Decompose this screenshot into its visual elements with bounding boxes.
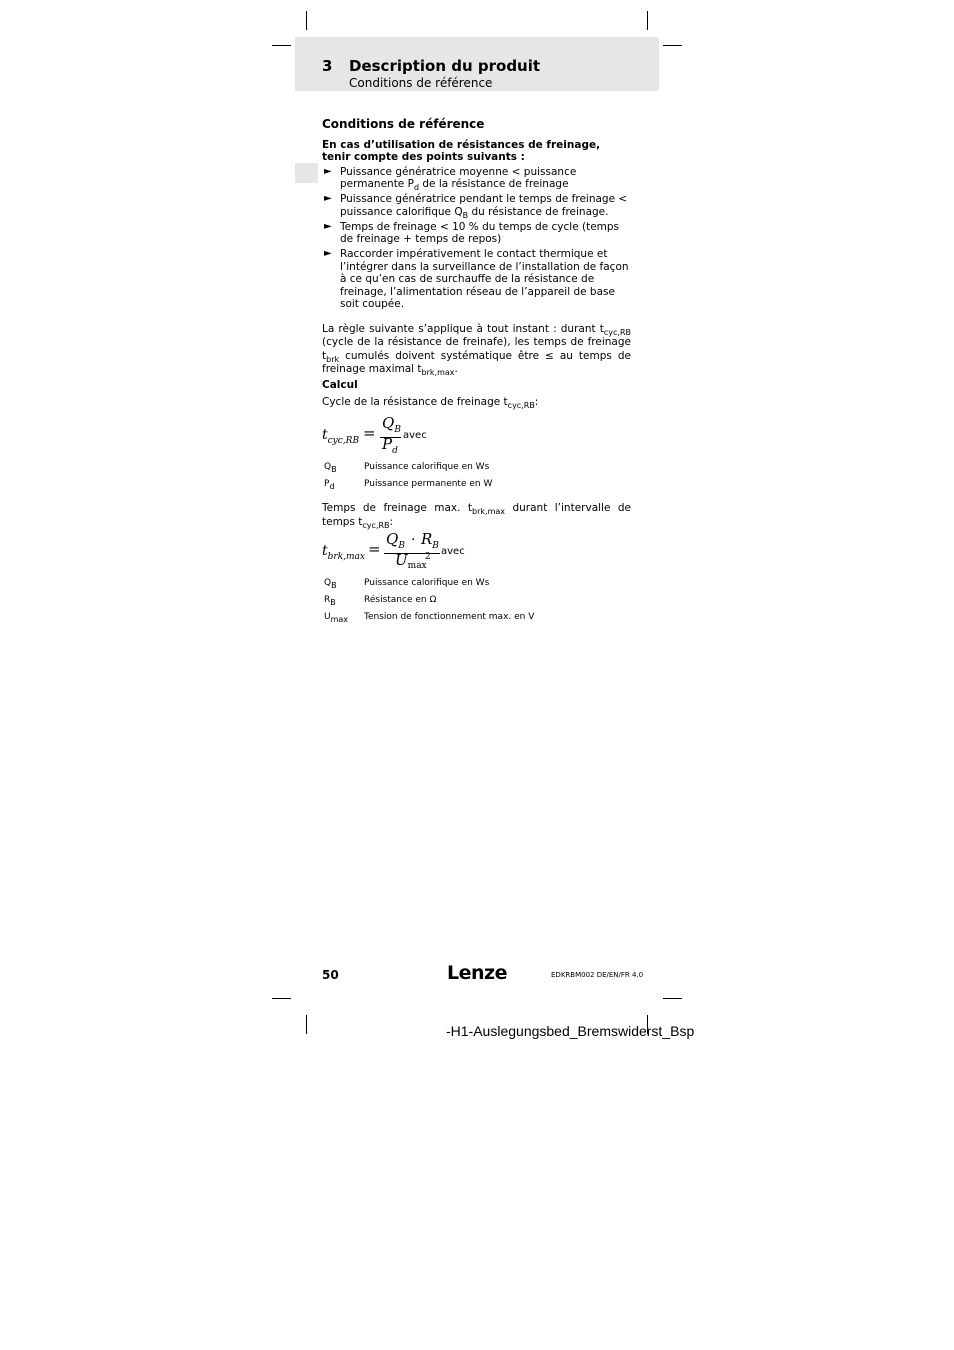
lenze-logo: Lenze bbox=[447, 962, 507, 984]
crop-mark bbox=[663, 45, 682, 46]
bullet-arrow-icon: ► bbox=[324, 165, 332, 177]
list-item: ► Puissance génératrice moyenne < puissance permanente $P_d$ de la résistance de freinage bbox=[324, 165, 577, 193]
list-item: ► Puissance génératrice pendant le temps de freinage < puissance calorifique $Q_B$ du résistance de freinage. bbox=[324, 193, 628, 220]
page-number: 50 bbox=[322, 968, 339, 982]
legend-row: $Q_B$ Puissance calorifique en Ws bbox=[324, 577, 490, 590]
page-content bbox=[322, 118, 631, 628]
section-title: Conditions de référence bbox=[322, 117, 485, 131]
document-reference: EDKRBM002 DE/EN/FR 4.0 bbox=[551, 971, 644, 979]
bullet-list bbox=[322, 166, 631, 311]
side-tab-marker bbox=[295, 163, 318, 183]
crop-mark bbox=[647, 11, 648, 30]
bullet-arrow-icon: ► bbox=[324, 193, 332, 204]
crop-mark bbox=[306, 11, 307, 30]
legend-row: $U_{max}$ Tension de fonctionnement max. en V bbox=[324, 611, 535, 624]
calc-heading: Calcul bbox=[322, 378, 358, 391]
formula-brake-max: $t_{brk,max}$ = $Q_B$ · $R_B$ $U_{max}$ 2 avec bbox=[322, 529, 465, 571]
formula-cycle: $t_{cyc,RB}$ = $Q_B$ $P_d$ avec bbox=[322, 413, 427, 456]
crop-mark bbox=[306, 1015, 307, 1034]
legend-row: $R_B$ Résistance en Ω bbox=[324, 594, 437, 607]
chapter-title: Description du produit bbox=[349, 57, 541, 75]
bullet-arrow-icon: ► bbox=[324, 248, 332, 259]
chapter-number: 3 bbox=[322, 57, 333, 75]
chapter-subtitle: Conditions de référence bbox=[349, 76, 493, 90]
bottom-label: -H1-Auslegungsbed_Bremswiderst_Bsp bbox=[446, 1023, 695, 1039]
crop-mark bbox=[663, 998, 682, 999]
list-item: ► Temps de freinage < 10 % du temps de cycle (temps de freinage + temps de repos) bbox=[324, 220, 620, 245]
intro-text: En cas d’utilisation de résistances de freinage, tenir compte des points suivants : bbox=[322, 138, 601, 163]
crop-mark bbox=[272, 998, 291, 999]
list-item: ► Raccorder impérativement le contact thermique et l’intégrer dans la surveillance de l’installation de façon à ce qu’en cas de surchauffe de la résistance de freinage, l’alimentation réseau de l’appareil de base soit coupée. bbox=[324, 248, 629, 310]
max-time-paragraph: Temps de freinage max. $t_{brk,max}$ durant l’intervalle de temps $t_{cyc,RB}$: bbox=[322, 501, 631, 530]
legend-row: $Q_B$ Puissance calorifique en Ws bbox=[324, 461, 490, 474]
rule-paragraph: La règle suivante s’applique à tout instant : durant $t_{cyc,RB}$ (cycle de la résistance de freinafe), les temps de freinage $t_{brk}$ cumulés doivent systématique être ≤ au temps de freinage maximal $t_{brk,max}$. bbox=[322, 322, 631, 378]
bullet-arrow-icon: ► bbox=[324, 220, 332, 232]
cycle-text: Cycle de la résistance de freinage $t_{cyc,RB}$: bbox=[322, 396, 539, 411]
crop-mark bbox=[272, 45, 291, 46]
legend-row: $P_d$ Puissance permanente en W bbox=[324, 478, 493, 491]
